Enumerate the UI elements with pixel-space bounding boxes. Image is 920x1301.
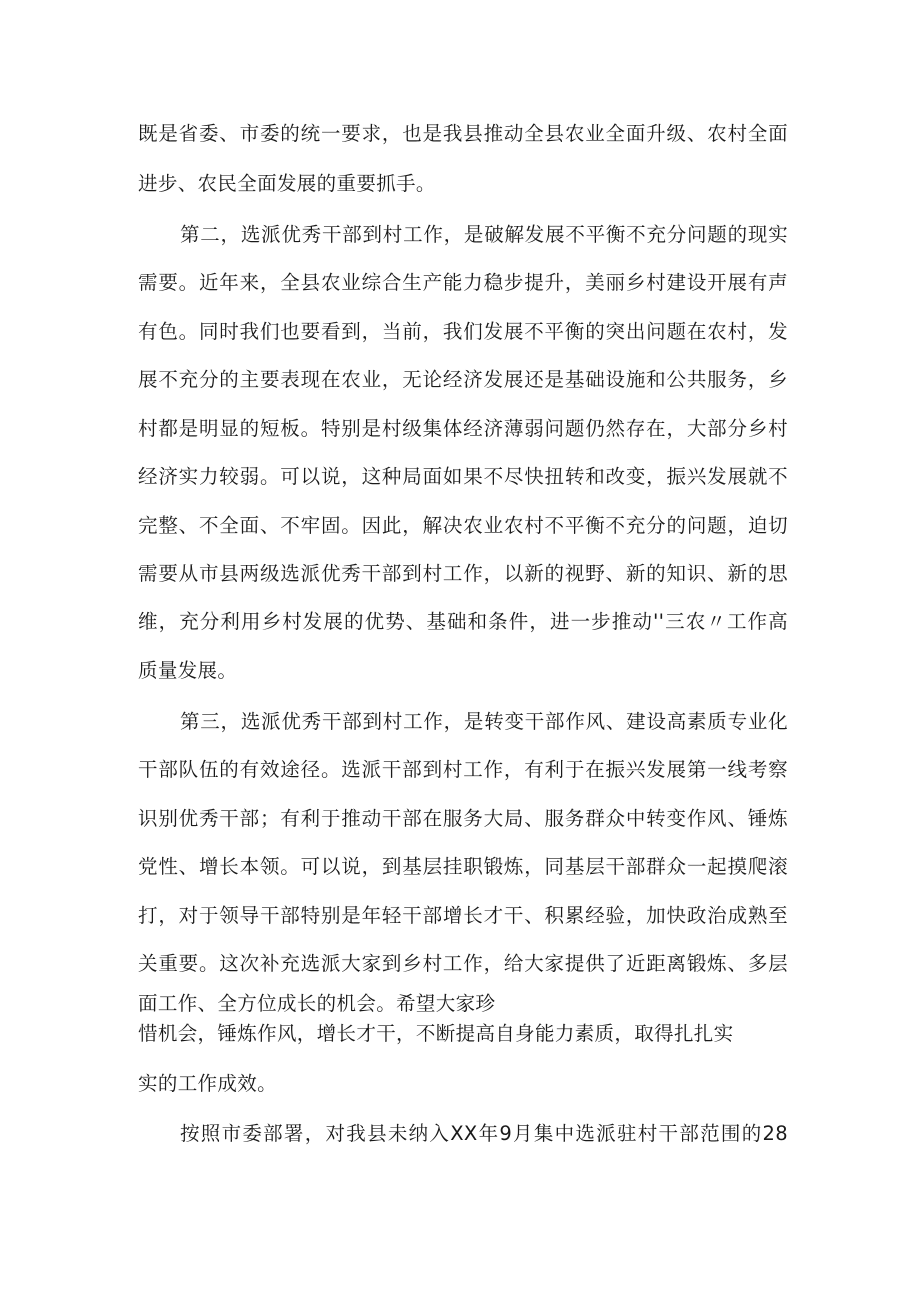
text-line: 党性、增长本领。可以说，到基层挂职锻炼，同基层干部群众一起摸爬滚	[138, 855, 788, 878]
text-line: 村都是明显的短板。特别是村级集体经济薄弱问题仍然存在，大部分乡村	[138, 417, 788, 440]
text-line: 打，对于领导干部特别是年轻干部增长才干、积累经验，加快政治成熟至	[138, 904, 788, 927]
paragraph-start-line: 第二，选派优秀干部到村工作，是破解发展不平衡不充分问题的现实	[180, 223, 788, 246]
text-line: 质量发展。	[138, 659, 238, 682]
text-line: 既是省委、市委的统一要求，也是我县推动全县农业全面升级、农村全面	[138, 122, 788, 145]
text-line: 经济实力较弱。可以说，这种局面如果不尽快扭转和改变，振兴发展就不	[138, 465, 788, 488]
text-line: 需要从市县两级选派优秀干部到村工作，以新的视野、新的知识、新的思	[138, 562, 788, 585]
text-line: 展不充分的主要表现在农业，无论经济发展还是基础设施和公共服务，乡	[138, 368, 788, 391]
text-line: 有色。同时我们也要看到，当前，我们发展不平衡的突出问题在农村，发	[138, 320, 788, 343]
text-line: 识别优秀干部；有利于推动干部在服务大局、服务群众中转变作风、锤炼	[138, 807, 788, 830]
text-line: 维，充分利用乡村发展的优势、基础和条件，进一步推动''三农〃工作高	[138, 610, 788, 633]
text-line: 惜机会，锤炼作风，增长才干，不断提高自身能力素质，取得扎扎实	[138, 1022, 734, 1045]
text-line: 面工作、全方位成长的机会。希望大家珍	[138, 992, 496, 1015]
text-line: 完整、不全面、不牢固。因此，解决农业农村不平衡不充分的问题，迫切	[138, 514, 788, 537]
text-line: 需要。近年来，全县农业综合生产能力稳步提升，美丽乡村建设开展有声	[138, 271, 788, 294]
text-line: 进步、农民全面发展的重要抓手。	[138, 172, 436, 195]
text-line: 干部队伍的有效途径。选派干部到村工作，有利于在振兴发展第一线考察	[138, 758, 788, 781]
paragraph-start-line: 按照市委部署，对我县未纳入XX年9月集中选派驻村干部范围的28	[180, 1122, 788, 1145]
text-line: 实的工作成效。	[138, 1072, 277, 1095]
text-line: 关重要。这次补充选派大家到乡村工作，给大家提供了近距离锻炼、多层	[138, 952, 788, 975]
paragraph-start-line: 第三，选派优秀干部到村工作，是转变干部作风、建设高素质专业化	[180, 710, 788, 733]
